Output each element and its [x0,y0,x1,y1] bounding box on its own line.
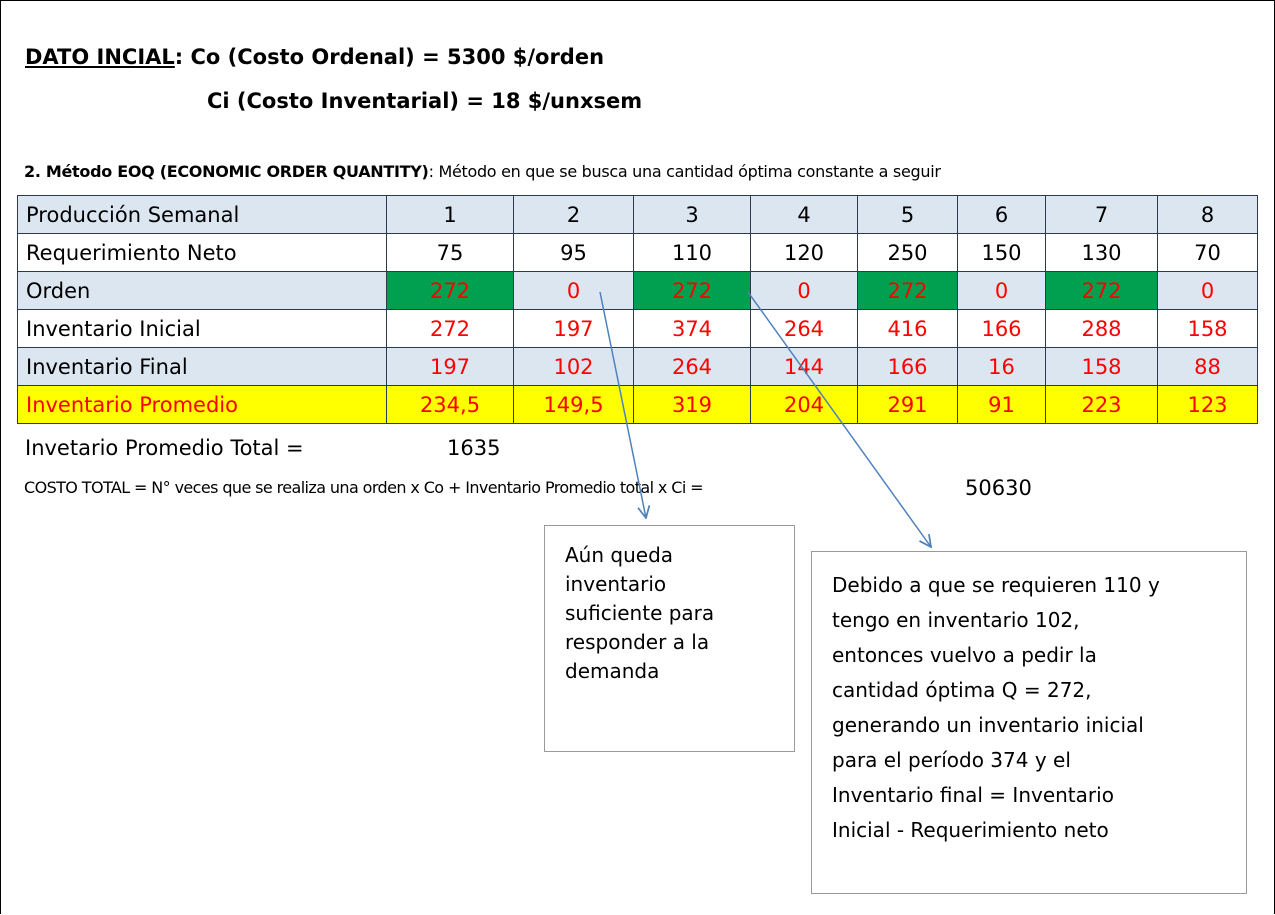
table-cell: 416 [858,310,958,348]
row-label: Orden [18,272,387,310]
order-cell-highlight: 272 [1046,272,1158,310]
table-cell: 204 [751,386,858,424]
order-cell-highlight: 272 [858,272,958,310]
inventario-promedio-total-label: Invetario Promedio Total = [25,436,304,460]
table-cell: 166 [958,310,1046,348]
note-line: responder a la [565,630,710,654]
table-cell: 110 [634,234,751,272]
note-line: Inventario final = Inventario [832,783,1114,807]
ci-cost-text: Ci (Costo Inventarial) = 18 $/unxsem [207,89,643,113]
table-cell: 88 [1158,348,1258,386]
table-cell: 150 [958,234,1046,272]
table-cell: 223 [1046,386,1158,424]
arrow-to-note2 [748,292,931,547]
table-cell: 123 [1158,386,1258,424]
table-cell: 272 [387,310,514,348]
table-cell: 0 [1158,272,1258,310]
table-cell: 95 [514,234,634,272]
note-line: Debido a que se requieren 110 y [832,573,1160,597]
note-line: suficiente para [565,601,715,625]
table-cell: 264 [634,348,751,386]
table-cell: 16 [958,348,1046,386]
note-line: generando un inventario inicial [832,713,1144,737]
table-cell: 149,5 [514,386,634,424]
table-cell: 291 [858,386,958,424]
row-label: Inventario Inicial [18,310,387,348]
note-line: para el período 374 y el [832,748,1071,772]
table-cell: 0 [751,272,858,310]
row-label: Requerimiento Neto [18,234,387,272]
table-cell: 0 [958,272,1046,310]
order-cell-highlight: 272 [387,272,514,310]
table-cell: 7 [1046,196,1158,234]
method-title: 2. Método EOQ (ECONOMIC ORDER QUANTITY) [24,162,429,181]
table-cell: 3 [634,196,751,234]
table-cell: 8 [1158,196,1258,234]
table-cell: 158 [1158,310,1258,348]
table-cell: 102 [514,348,634,386]
table-cell: 120 [751,234,858,272]
note-line: inventario [565,572,667,596]
table-cell: 166 [858,348,958,386]
table-cell: 250 [858,234,958,272]
table-cell: 319 [634,386,751,424]
note-line: tengo en inventario 102, [832,608,1080,632]
note-line: demanda [565,659,660,683]
note-line: Inicial - Requerimiento neto [832,818,1109,842]
table-cell: 2 [514,196,634,234]
table-cell: 158 [1046,348,1158,386]
table-cell: 0 [514,272,634,310]
inventario-promedio-total-value: 1635 [447,436,501,460]
costo-total-formula: COSTO TOTAL = N° veces que se realiza una orden x Co + Inventario Promedio total x Ci = [24,478,703,497]
order-cell-highlight: 272 [634,272,751,310]
row-label: Inventario Final [18,348,387,386]
table-cell: 4 [751,196,858,234]
table-cell: 197 [514,310,634,348]
table-cell: 130 [1046,234,1158,272]
table-cell: 144 [751,348,858,386]
table-cell: 234,5 [387,386,514,424]
table-cell: 374 [634,310,751,348]
table-cell: 75 [387,234,514,272]
note-line: cantidad óptima Q = 272, [832,678,1092,702]
note-line: entonces vuelvo a pedir la [832,643,1097,667]
co-cost-text: : Co (Costo Ordenal) = 5300 $/orden [174,45,605,69]
table-cell: 197 [387,348,514,386]
table-cell: 91 [958,386,1046,424]
table-cell: 264 [751,310,858,348]
row-label: Inventario Promedio [18,386,387,424]
note-line: Aún queda [565,543,674,567]
arrow-to-note1 [600,292,646,518]
row-label: Producción Semanal [18,196,387,234]
dato-inicial-label: DATO INCIAL [25,45,175,69]
table-cell: 1 [387,196,514,234]
table-cell: 70 [1158,234,1258,272]
method-description: : Método en que se busca una cantidad óptima constante a seguir [428,162,941,181]
table-cell: 5 [858,196,958,234]
table-cell: 6 [958,196,1046,234]
table-cell: 288 [1046,310,1158,348]
costo-total-value: 50630 [965,476,1032,500]
